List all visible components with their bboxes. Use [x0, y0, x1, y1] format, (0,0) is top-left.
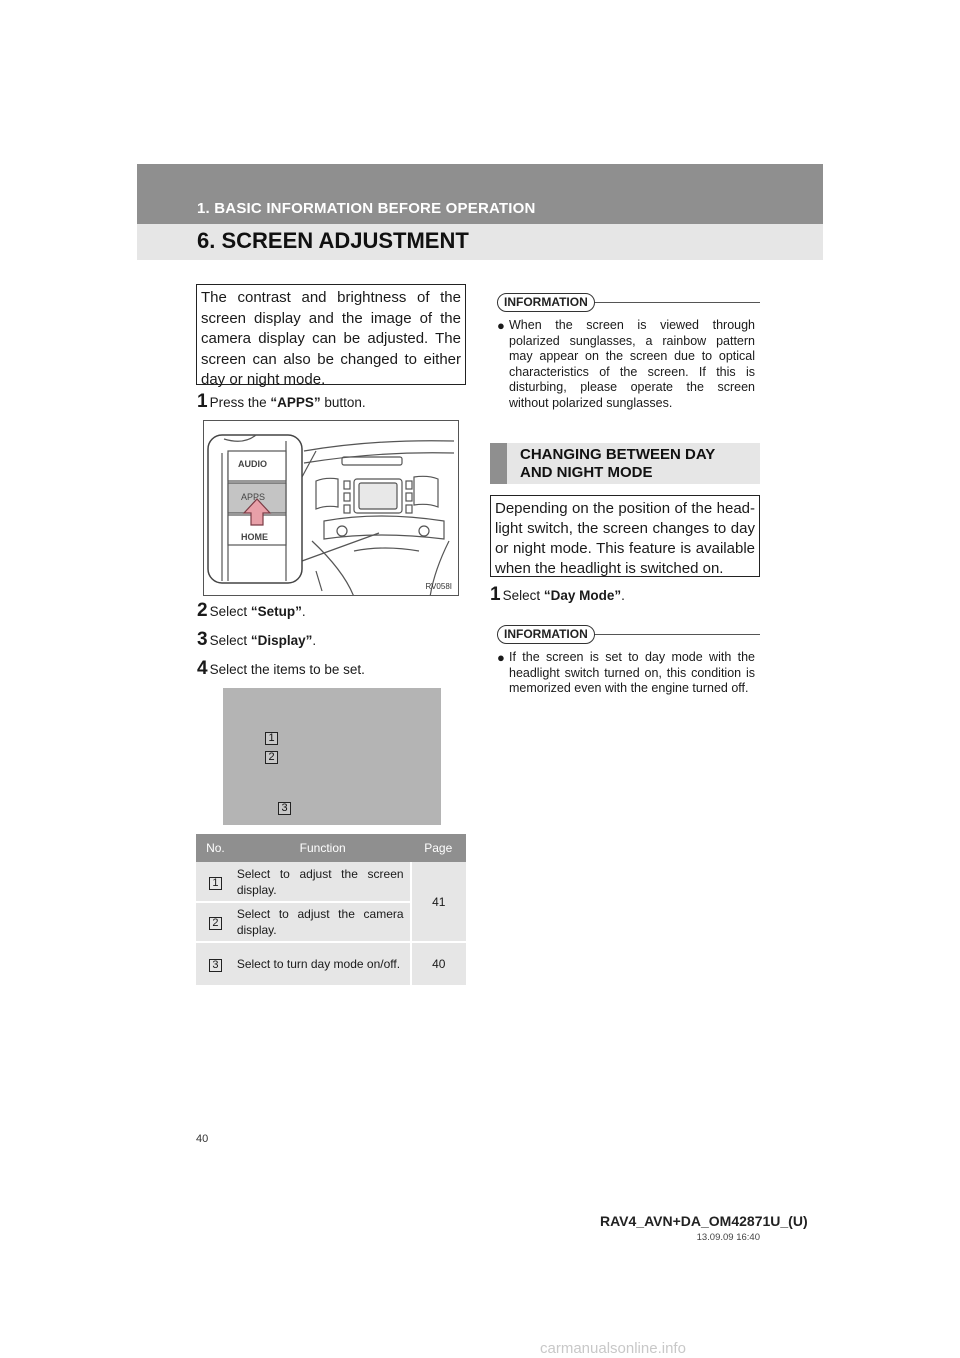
information-text: If the screen is set to day mode with the headlight switch turned on, this condition is memorized even with the engine turned off. [509, 650, 755, 695]
row-callout: 1 [209, 877, 222, 890]
step-number: 1 [490, 584, 501, 605]
header-page: Page [411, 834, 466, 862]
row-no-cell [196, 862, 235, 902]
figure-code: RV058I [425, 582, 452, 591]
table-row [196, 942, 466, 985]
row-function: Select to turn day mode on/off. [235, 942, 411, 985]
step-text-end: . [621, 588, 625, 603]
home-button-label: HOME [241, 532, 268, 542]
intro-text: The contrast and brightness of the screen display and the image of the camera display can be adjusted. The screen can also be changed to either day or night mode. [201, 289, 461, 388]
mode-intro-box [490, 495, 760, 577]
step-keyword: “Setup” [250, 604, 302, 619]
step-keyword: “APPS” [270, 395, 321, 410]
bullet-icon: ● [497, 318, 505, 333]
bullet-icon: ● [497, 650, 505, 665]
document-code: RAV4_AVN+DA_OM42871U_(U) [600, 1213, 808, 1229]
function-table [196, 834, 466, 985]
heading-bar [490, 443, 507, 484]
step-4 [197, 658, 365, 680]
information-text: When the screen is viewed through polarized sunglasses, a rainbow pattern may appear on the screen due to optical characteristics of the screen. If this is disturbing, please operate the screen without polarized sunglasses. [509, 318, 755, 410]
audio-button-label: AUDIO [238, 459, 267, 469]
step-text-end: . [301, 604, 306, 619]
row-page: 40 [411, 942, 466, 985]
apps-button-label: APPS [241, 492, 266, 502]
subsection-title-line2: AND NIGHT MODE [520, 464, 653, 481]
step-day-mode [490, 584, 625, 606]
callout-2: 2 [265, 751, 278, 764]
step-text-end: . [312, 633, 317, 648]
intro-box [196, 284, 466, 388]
step-text: Select [209, 604, 251, 619]
information-label: INFORMATION [497, 293, 595, 312]
step-number: 1 [197, 391, 208, 412]
row-callout: 3 [209, 959, 222, 972]
mode-intro-text: Depending on the position of the head-light switch, the screen changes to day or night mode. This feature is available when the headlight is switched on. [495, 500, 755, 577]
section-heading: 1. BASIC INFORMATION BEFORE OPERATION [197, 200, 536, 217]
step-3 [197, 629, 316, 651]
step-number: 3 [197, 629, 208, 650]
step-2 [197, 600, 306, 622]
step-keyword: “Display” [250, 633, 313, 648]
watermark: carmanualsonline.info [540, 1340, 686, 1357]
row-function: Select to adjust the camera display. [235, 902, 411, 942]
callout-1: 1 [265, 732, 278, 745]
row-no-cell [196, 942, 235, 985]
document-date: 13.09.09 16:40 [696, 1232, 760, 1243]
step-1 [197, 391, 366, 413]
step-text: Select the items to be set. [209, 662, 365, 677]
step-text: Select [502, 588, 544, 603]
subsection-title [520, 446, 715, 482]
subsection-heading [490, 443, 760, 484]
row-callout: 2 [209, 917, 222, 930]
page-title: 6. SCREEN ADJUSTMENT [197, 228, 469, 253]
row-function: Select to adjust the screen display. [235, 862, 411, 902]
header-function: Function [235, 834, 411, 862]
row-page: 41 [411, 862, 466, 942]
step-text: Select [209, 633, 251, 648]
table-header-row [196, 834, 466, 862]
information-label: INFORMATION [497, 625, 595, 644]
page-number: 40 [196, 1133, 209, 1145]
dashboard-illustration [203, 420, 459, 596]
callout-3: 3 [278, 802, 291, 815]
information-note [497, 650, 755, 697]
information-note [497, 318, 755, 411]
row-no-cell [196, 902, 235, 942]
table-row [196, 862, 466, 902]
step-text-end: button. [320, 395, 366, 410]
subsection-title-line1: CHANGING BETWEEN DAY [520, 446, 716, 463]
step-text: Press the [209, 395, 271, 410]
step-keyword: “Day Mode” [543, 588, 622, 603]
screen-image [223, 688, 441, 825]
step-number: 4 [197, 658, 208, 679]
step-number: 2 [197, 600, 208, 621]
dashboard-drawing [204, 421, 459, 596]
header-no: No. [196, 834, 235, 862]
